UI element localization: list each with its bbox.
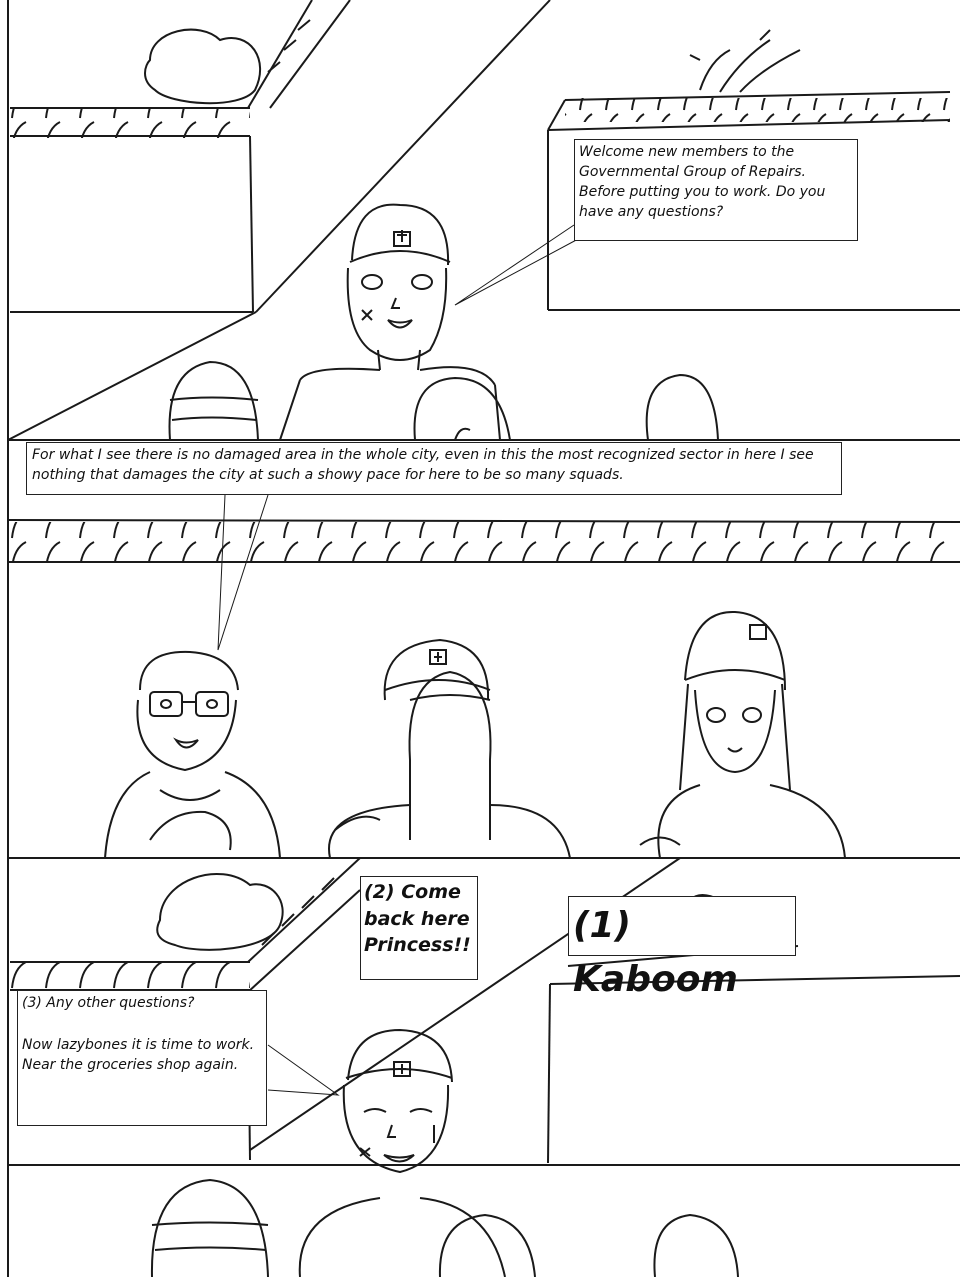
speech-bubble-come-back: (2) Come back here Princess!!	[360, 876, 478, 980]
other-questions-line: (3) Any other questions?	[22, 995, 195, 1011]
speech-bubble-other-questions	[17, 990, 267, 1126]
sfx-kaboom: (1) Kaboom	[568, 896, 796, 956]
lazybones-line: Now lazybones it is time to work. Near the groceries shop again.	[22, 1036, 255, 1073]
speech-bubble-no-damage: For what I see there is no damaged area in the whole city, even in this the most recognized sector in here I see nothing that damages the city at such a showy pace for here to be so many squads.	[26, 442, 842, 495]
speech-bubble-welcome: Welcome new members to the Governmental Group of Repairs. Before putting you to work. Do you have any questions?	[574, 139, 858, 241]
